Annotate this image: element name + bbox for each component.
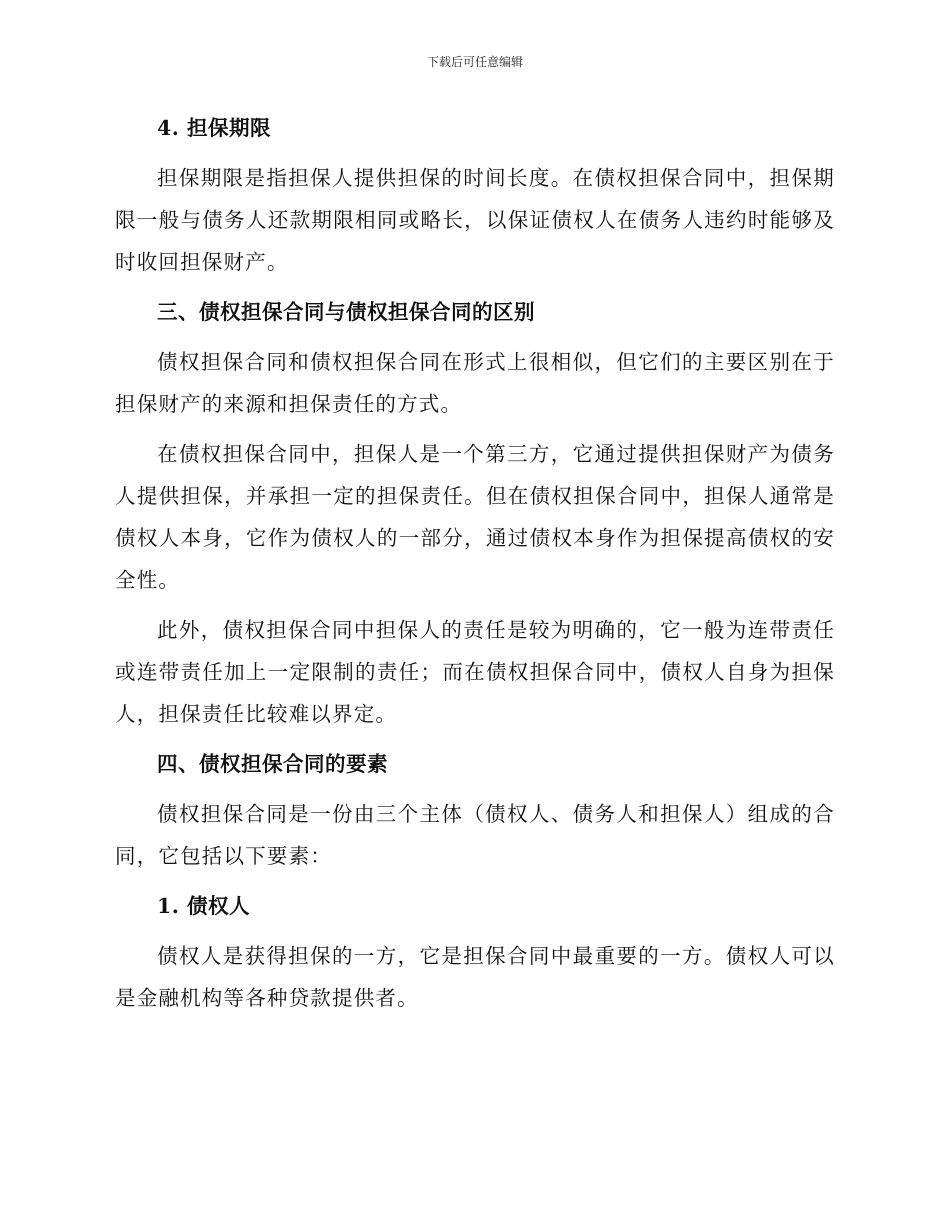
paragraph-guarantee-period: 担保期限是指担保人提供担保的时间长度。在债权担保合同中，担保期限一般与债务人还款期限相同或略长，以保证债权人在债务人违约时能够及时收回担保财产。: [115, 166, 835, 274]
paragraph-difference-intro: 债权担保合同和债权担保合同在形式上很相似，但它们的主要区别在于担保财产的来源和担保责任的方式。: [115, 350, 835, 416]
document-body: [115, 107, 835, 1019]
section-heading-guarantee-period: 4. 担保期限: [157, 116, 272, 140]
paragraph-creditor: 债权人是获得担保的一方，它是担保合同中最重要的一方。债权人可以是金融机构等各种贷款提供者。: [115, 944, 835, 1010]
paragraph-elements-intro: 债权担保合同是一份由三个主体（债权人、债务人和担保人）组成的合同，它包括以下要素：: [115, 802, 835, 868]
paragraph-difference-third-party: 在债权担保合同中，担保人是一个第三方，它通过提供担保财产为债务人提供担保，并承担一定的担保责任。但在债权担保合同中，担保人通常是债权人本身，它作为债权人的一部分，通过债权本身作为担保提高债权的安全性。: [115, 442, 835, 592]
section-heading-difference: 三、债权担保合同与债权担保合同的区别: [157, 300, 535, 324]
section-heading-elements: 四、债权担保合同的要素: [157, 752, 388, 776]
page-header: 下载后可任意编辑: [426, 55, 523, 69]
paragraph-difference-liability: 此外，债权担保合同中担保人的责任是较为明确的，它一般为连带责任或连带责任加上一定限制的责任；而在债权担保合同中，债权人自身为担保人，担保责任比较难以界定。: [115, 618, 835, 726]
section-heading-creditor: 1. 债权人: [157, 894, 251, 918]
